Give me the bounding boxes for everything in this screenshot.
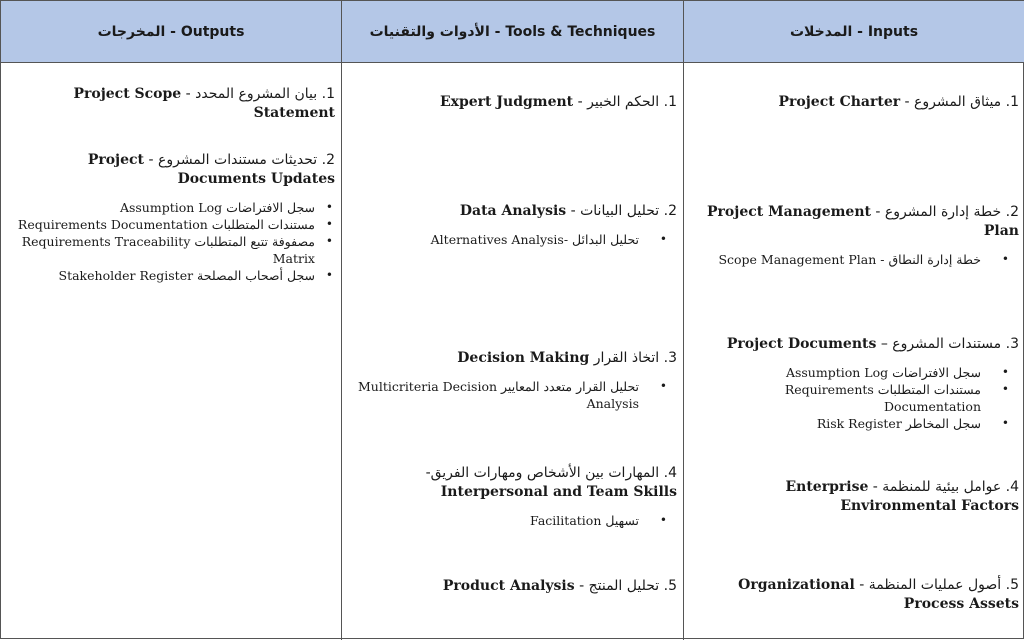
tool-item-3 bbox=[357, 349, 677, 412]
sub-list bbox=[15, 199, 335, 284]
output-item-1 bbox=[15, 85, 335, 123]
header-tools: Tools & Techniques - الأدوات والتقنيات bbox=[342, 1, 684, 63]
header-outputs: Outputs - المخرجات bbox=[1, 1, 342, 63]
list-item: • تسهيل Facilitation bbox=[357, 512, 677, 529]
sub-list bbox=[694, 251, 1019, 268]
item-heading: 1. ميثاق المشروع - Project Charter bbox=[778, 94, 1019, 110]
item-heading: 1. بيان المشروع المحدد - Project Scope Statement bbox=[73, 86, 335, 121]
tools-column bbox=[342, 63, 684, 640]
input-item-4 bbox=[694, 478, 1019, 516]
input-item-1 bbox=[694, 93, 1019, 112]
item-heading: 5. تحليل المنتج - Product Analysis bbox=[442, 578, 677, 594]
sub-list bbox=[694, 364, 1019, 432]
inputs-column bbox=[684, 63, 1024, 640]
header-inputs: Inputs - المدخلات bbox=[684, 1, 1024, 63]
item-heading: 2. تحليل البيانات - Data Analysis bbox=[459, 203, 677, 219]
input-item-3 bbox=[694, 335, 1019, 432]
tool-item-5 bbox=[357, 577, 677, 596]
sub-list bbox=[357, 378, 677, 412]
list-item: • سجل أصحاب المصلحة Stakeholder Register bbox=[15, 267, 335, 284]
input-item-2 bbox=[694, 203, 1019, 268]
item-heading: 2. خطة إدارة المشروع - Project Management Plan bbox=[707, 204, 1019, 239]
tool-item-4 bbox=[357, 464, 677, 529]
item-heading: 4. عوامل بيئية للمنظمة - Enterprise Environmental Factors bbox=[785, 479, 1019, 514]
list-item: • سجل المخاطر Risk Register bbox=[694, 415, 1019, 432]
list-item: • تحليل القرار متعدد المعايير Multicriteria Decision Analysis bbox=[357, 378, 677, 412]
item-heading: 5. أصول عمليات المنظمة - Organizational Process Assets bbox=[738, 577, 1019, 612]
item-heading: 1. الحكم الخبير - Expert Judgment bbox=[439, 94, 677, 110]
list-item: • مستندات المتطلبات Requirements Documentation bbox=[694, 381, 1019, 415]
output-item-2 bbox=[15, 151, 335, 284]
list-item: • مستندات المتطلبات Requirements Documentation bbox=[15, 216, 335, 233]
list-item: • سجل الافتراضات Assumption Log bbox=[15, 199, 335, 216]
item-heading: 3. اتخاذ القرار Decision Making bbox=[457, 350, 677, 366]
sub-list bbox=[357, 512, 677, 529]
list-item: • سجل الافتراضات Assumption Log bbox=[694, 364, 1019, 381]
list-item: • تحليل البدائل -Alternatives Analysis bbox=[357, 231, 677, 248]
input-item-5 bbox=[694, 576, 1019, 614]
tool-item-1 bbox=[357, 93, 677, 112]
tool-item-2 bbox=[357, 202, 677, 248]
sub-list bbox=[357, 231, 677, 248]
item-heading: 2. تحديثات مستندات المشروع - Project Documents Updates bbox=[87, 152, 335, 187]
list-item: • خطة إدارة النطاق - Scope Management Plan bbox=[694, 251, 1019, 268]
item-heading: 3. مستندات المشروع – Project Documents bbox=[726, 336, 1019, 352]
list-item: • مصفوفة تتبع المتطلبات Requirements Traceability Matrix bbox=[15, 233, 335, 267]
outputs-column bbox=[1, 63, 342, 640]
item-heading: 4. المهارات بين الأشخاص ومهارات الفريق- Interpersonal and Team Skills bbox=[425, 465, 677, 500]
